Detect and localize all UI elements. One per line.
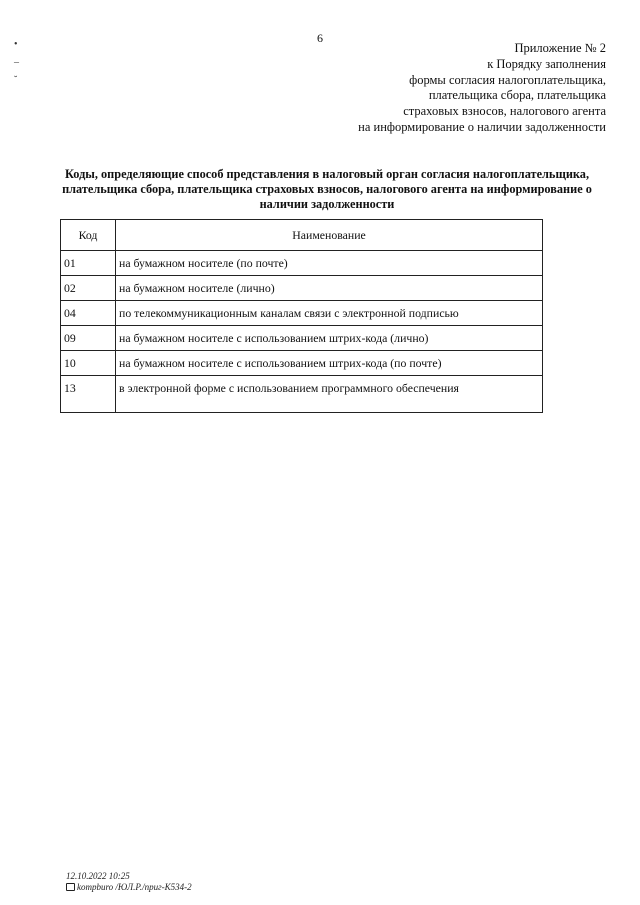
print-footer [66, 871, 192, 892]
cell-name: на бумажном носителе (по почте) [116, 251, 543, 276]
document-title: Коды, определяющие способ представления в налоговый орган согласия налогоплательщика, плательщика сбора, плательщика страховых взносов, налогового агента на информирование о наличии задолженности [62, 167, 592, 211]
appendix-line: на информирование о наличии задолженности [358, 119, 606, 134]
cell-name: по телекоммуникационным каналам связи с электронной подписью [116, 301, 543, 326]
cell-name: на бумажном носителе (лично) [116, 276, 543, 301]
appendix-line: Приложение № 2 [514, 41, 606, 55]
cell-code: 10 [61, 351, 116, 376]
print-stamp: kompburo /ЮЛ.Р./приг-К534-2 [77, 881, 192, 892]
appendix-header [358, 41, 606, 136]
cell-name: на бумажном носителе с использованием штрих-кода (по почте) [116, 351, 543, 376]
appendix-line: формы согласия налогоплательщика, [409, 72, 606, 87]
table-row [61, 351, 543, 376]
codes-table [60, 219, 543, 413]
appendix-line: плательщика сбора, плательщика [428, 88, 606, 103]
cell-code: 01 [61, 251, 116, 276]
cell-name: на бумажном носителе с использованием штрих-кода (лично) [116, 326, 543, 351]
table-header-row [61, 220, 543, 251]
cell-code: 09 [61, 326, 116, 351]
table-row [61, 276, 543, 301]
print-timestamp: 12.10.2022 10:25 [66, 871, 130, 881]
cell-code: 02 [61, 276, 116, 301]
cell-name: в электронной форме с использованием программного обеспечения [116, 376, 543, 413]
printer-icon [66, 883, 75, 891]
margin-marks [14, 36, 19, 90]
table-row [61, 376, 543, 413]
table-row [61, 301, 543, 326]
margin-mark: • [14, 39, 18, 50]
page-number: 6 [317, 31, 323, 45]
table-row [61, 251, 543, 276]
table-row [61, 326, 543, 351]
cell-code: 04 [61, 301, 116, 326]
header-name: Наименование [116, 220, 543, 251]
margin-mark: ˘ [14, 75, 18, 86]
appendix-line: к Порядку заполнения [487, 56, 606, 71]
header-code: Код [61, 220, 116, 251]
cell-code: 13 [61, 376, 116, 413]
appendix-line: страховых взносов, налогового агента [403, 104, 606, 119]
margin-mark: – [14, 57, 19, 68]
print-stamp-line [66, 882, 192, 893]
